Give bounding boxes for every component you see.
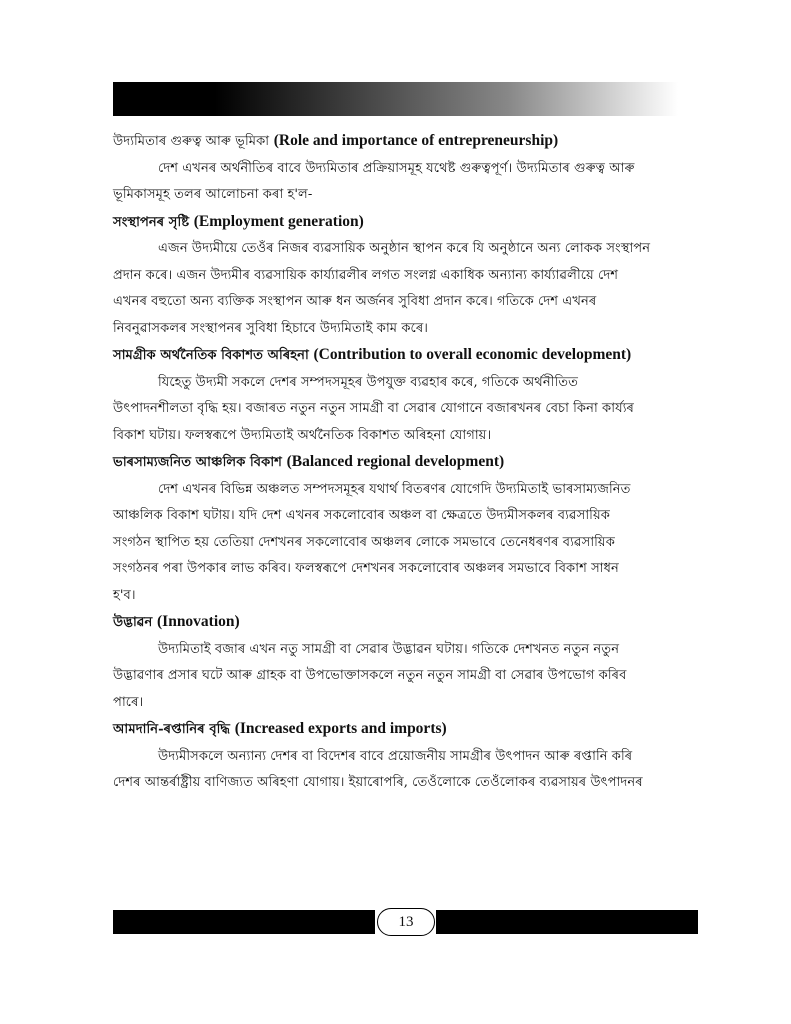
- paragraph-exports-imports: উদ্যমীসকলে অন্যান্য দেশৰ বা বিদেশৰ বাবে প্ৰয়োজনীয় সামগ্ৰীৰ উৎপাদন আৰু ৰপ্তানি কৰি দেশৰ আন্তৰ্ৰাষ্ট্ৰীয় বাণিজ্যত অৰিহণা যোগায়। ইয়াৰোপৰি, তেওঁলোকে তেওঁলোকৰ ব্যৱসায়ৰ উৎপাদনৰ: [113, 748, 643, 790]
- page-footer: [113, 908, 698, 936]
- paragraph-economic-development: যিহেতু উদ্যমী সকলে দেশৰ সম্পদসমূহৰ উপযুক্ত ব্যৱহাৰ কৰে, গতিকে অৰ্থনীতিত উৎপাদনশীলতা বৃদ্ধি হয়। বজাৰত নতুন নতুন সামগ্ৰী বা সেৱাৰ যোগানে বজাৰখনৰ বেচা কিনা কাৰ্য্যৰ বিকাশ ঘটায়। ফলস্বৰূপে উদ্যমিতাই অৰ্থনৈতিক বিকাশত অৰিহনা যোগায়।: [113, 374, 634, 443]
- section-heading-innovation: উদ্ভাৱন (Innovation): [113, 613, 240, 630]
- section-heading-employment: সংস্থাপনৰ সৃষ্টি (Employment generation): [113, 212, 364, 230]
- section-heading-exports-imports: আমদানি-ৰপ্তানিৰ বৃদ্ধি (Increased exports and imports): [113, 720, 447, 737]
- paragraph-role-importance: দেশ এখনৰ অৰ্থনীতিৰ বাবে উদ্যমিতাৰ প্ৰক্ৰিয়াসমূহ যথেষ্ট গুৰুত্বপূৰ্ণ। উদ্যমিতাৰ গুৰুত্ব আৰু ভূমিকাসমূহ তলৰ আলোচনা কৰা হ'ল-: [113, 160, 635, 202]
- page-number: 13: [377, 908, 435, 936]
- header-gradient-bar: [113, 82, 678, 116]
- footer-bar-left: [113, 910, 375, 934]
- paragraph-employment: এজন উদ্যমীয়ে তেওঁৰ নিজৰ ব্যৱসায়িক অনুষ্ঠান স্থাপন কৰে যি অনুষ্ঠানে অন্য লোকক সংস্থাপন প্ৰদান কৰে। এজন উদ্যমীৰ ব্যৱসায়িক কাৰ্য্যাৱলীৰ লগত সংলগ্ন একাধিক অন্যান্য কাৰ্য্যাৱলীয়ে দেশ এখনৰ বহুতো অন্য ব্যক্তিক সংস্থাপন আৰু ধন অৰ্জনৰ সুবিধা প্ৰদান কৰে। গতিকে দেশ এখনৰ নিবনুৱাসকলৰ সংস্থাপনৰ সুবিধা হিচাবে উদ্যমিতাই কাম কৰে।: [113, 241, 651, 336]
- paragraph-innovation: উদ্যমিতাই বজাৰ এখন নতু সামগ্ৰী বা সেৱাৰ উদ্ভাৱন ঘটায়। গতিকে দেশখনত নতুন নতুন উদ্ভাৱণাৰ প্ৰসাৰ ঘটে আৰু গ্ৰাহক বা উপভোক্তাসকলে নতুন নতুন সামগ্ৰী বা সেৱাৰ উপভোগ কৰিব পাৰে।: [113, 641, 627, 710]
- page-content: [113, 128, 698, 797]
- footer-bar-right: [436, 910, 698, 934]
- paragraph-regional-development: দেশ এখনৰ বিভিন্ন অঞ্চলত সম্পদসমূহৰ যথাৰ্থ বিতৰণৰ যোগেদি উদ্যমিতাই ভাৰসাম্যজনিত আঞ্চলিক বিকাশ ঘটায়। যদি দেশ এখনৰ সকলোবোৰ অঞ্চল বা ক্ষেত্ৰতে উদ্যমীসকলৰ ব্যৱসায়িক সংগঠন স্থাপিত হয় তেতিয়া দেশখনৰ সকলোবোৰ অঞ্চলৰ লোকে সমভাবে তেনেধৰণৰ ব্যৱসায়িক সংগঠনৰ পৰা উপকাৰ লাভ কৰিব। ফলস্বৰূপে দেশখনৰ সকলোবোৰ অঞ্চলৰ সমভাবে বিকাশ সাধন হ'ব।: [113, 481, 631, 603]
- section-heading-economic-development: সামগ্ৰীক অৰ্থনৈতিক বিকাশত অৰিহনা (Contribution to overall economic development): [113, 346, 632, 363]
- section-heading-regional-development: ভাৰসাম্যজনিত আঞ্চলিক বিকাশ (Balanced regional development): [113, 453, 505, 470]
- section-heading-role-importance: উদ্যমিতাৰ গুৰুত্ব আৰু ভূমিকা (Role and importance of entrepreneurship): [113, 132, 559, 149]
